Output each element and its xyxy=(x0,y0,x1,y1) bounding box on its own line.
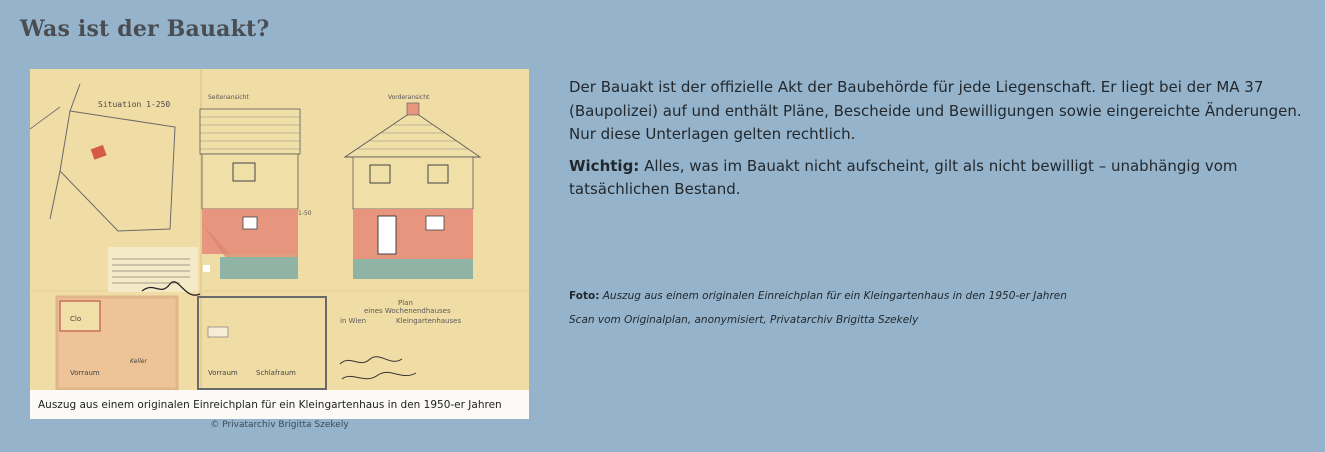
photo-note-line-2 xyxy=(569,308,1309,332)
section-heading: Was ist der Bauakt? xyxy=(20,16,270,42)
clo-label: Clo xyxy=(70,315,82,323)
important-label: Wichtig: xyxy=(569,156,640,175)
photo-note-line-1 xyxy=(569,284,1309,308)
image-credit: © Privatarchiv Brigitta Szekely xyxy=(210,420,349,430)
important-text: Alles, was im Bauakt nicht aufscheint, gilt als nicht bewilligt – unabhängig vom tatsächlichen Bestand. xyxy=(569,156,1238,198)
situation-label: Situation 1-250 xyxy=(98,100,171,109)
vorraum-label-1: Vorraum xyxy=(70,369,100,377)
photo-note-caption: Auszug aus einem originalen Einreichplan für ein Kleingartenhaus in den 1950-er Jahren xyxy=(599,290,1067,302)
keller-label: Keller xyxy=(130,358,147,365)
vorderansicht-label: Vorderansicht xyxy=(388,94,430,101)
photo-note-label: Foto: xyxy=(569,290,600,302)
scale-label: 1-50 xyxy=(298,210,312,217)
vorraum-label-2: Vorraum xyxy=(208,369,238,377)
schlafraum-label: Schlafraum xyxy=(256,369,296,377)
plan-title-3: in Wien xyxy=(340,317,367,325)
plan-title-1: Plan xyxy=(398,299,413,307)
seitenansicht-label: Seitenansicht xyxy=(208,94,249,101)
plan-title-2: eines Wochenendhauses xyxy=(364,307,451,315)
intro-text xyxy=(569,76,1309,210)
plan-title-4: Kleingartenhauses xyxy=(396,317,462,325)
image-caption: Auszug aus einem originalen Einreichplan für ein Kleingartenhaus in den 1950-er Jahren xyxy=(30,390,529,419)
intro-paragraph: Der Bauakt ist der offizielle Akt der Baubehörde für jede Liegenschaft. Er liegt bei der MA 37 (Baupolizei) auf und enthält Pläne, Bescheide und Bewilligungen sowie eingereichte Änderungen. Nur diese Unterlagen gelten rechtlich. xyxy=(569,78,1302,143)
important-paragraph xyxy=(569,155,1309,202)
building-plan-drawing xyxy=(30,69,529,419)
photo-note-source: Scan vom Originalplan, anonymisiert, Privatarchiv Brigitta Szekely xyxy=(569,314,919,326)
photo-note xyxy=(569,284,1309,332)
building-plan-image xyxy=(30,69,529,419)
